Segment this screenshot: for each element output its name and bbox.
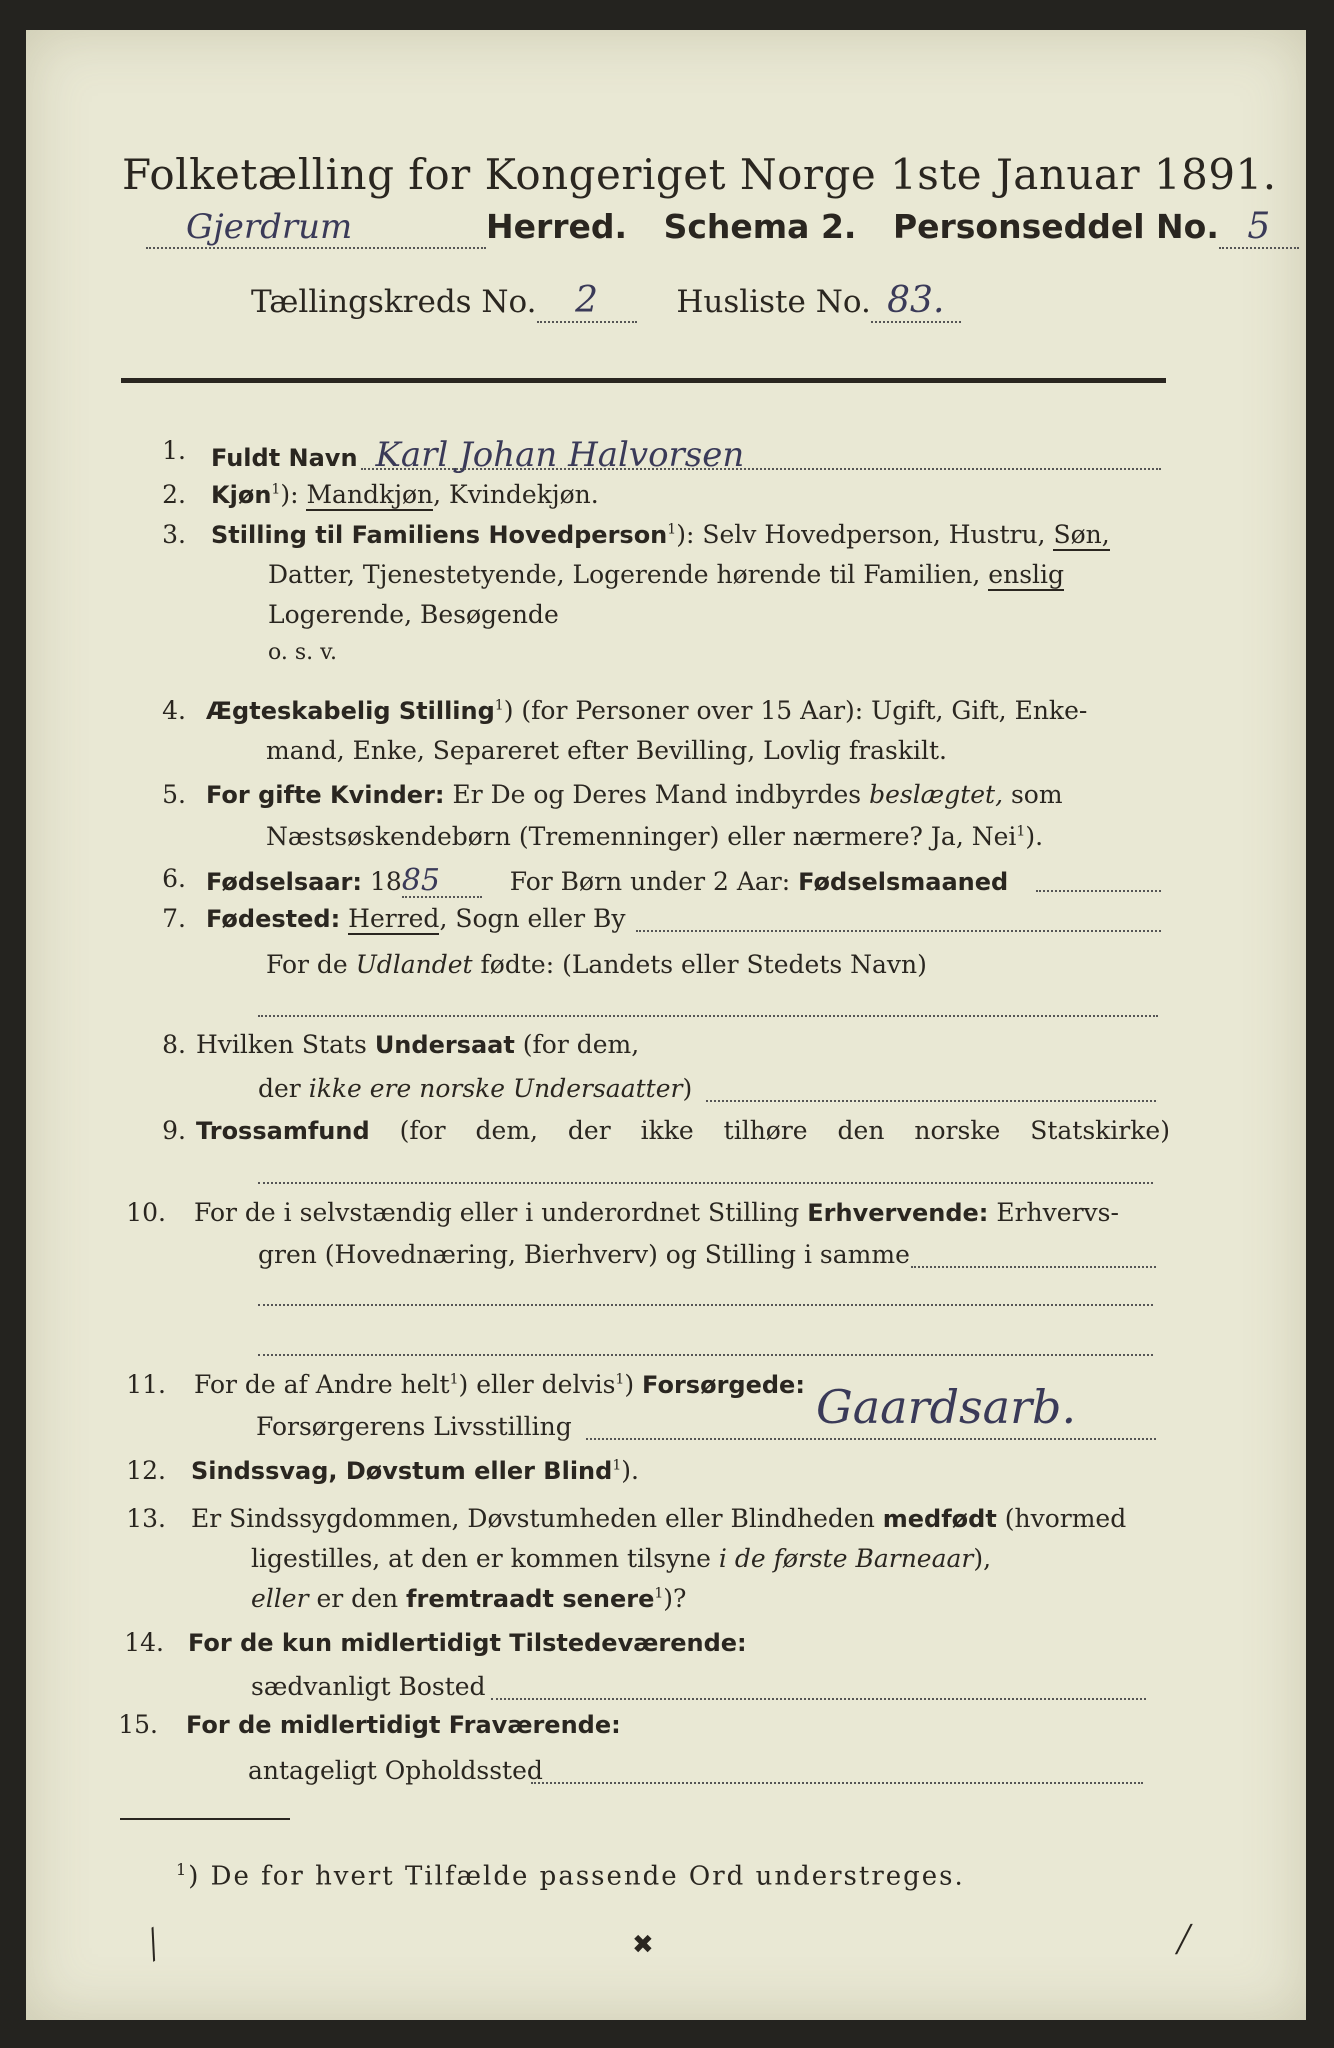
footnote-marker: 1 <box>654 1585 664 1602</box>
field-13-line-3 <box>251 1586 686 1611</box>
footnote-rule <box>120 1818 290 1820</box>
personseddel-label: Personseddel No. <box>892 207 1219 246</box>
field-text: Næstsøskendebørn (Tremenninger) eller nærmere? Ja, Nei <box>266 822 1017 851</box>
footnote-marker: 1 <box>271 481 281 498</box>
field-5-line-1 <box>206 782 1063 807</box>
field-text: ): Selv Hovedperson, Hustru, <box>676 520 1054 549</box>
field-number: 6. <box>162 864 186 893</box>
field-number: 11. <box>126 1370 166 1399</box>
field-text: som <box>1003 780 1063 809</box>
field-number: 3. <box>162 520 186 549</box>
field-2-line <box>211 482 599 507</box>
field-text: Erhvervs- <box>988 1198 1119 1227</box>
paper-mark: ╱ <box>1176 1925 1192 1955</box>
field-text: der <box>258 1074 309 1103</box>
field-text: Er De og Deres Mand indbyrdes <box>444 780 870 809</box>
birth-year-value: 85 <box>402 866 482 898</box>
taellingskreds-label: Tællingskreds No. <box>251 284 537 320</box>
field-13-line-2 <box>251 1546 991 1571</box>
field-number: 2. <box>162 480 186 509</box>
paper-mark: ✖ <box>632 1930 654 1960</box>
schema-label: Schema 2. <box>663 207 857 246</box>
field-text: 18 <box>362 867 402 896</box>
field-10-line-2: gren (Hovednæring, Bierhverv) og Stilling i samme <box>258 1240 910 1269</box>
field-label: Stilling til Familiens Hovedperson <box>211 521 668 549</box>
provider-occupation-value: Gaardsarb. <box>816 1380 1077 1434</box>
field-13-line-1 <box>191 1506 1126 1531</box>
field-label: Forsørgede: <box>642 1371 805 1399</box>
field-number: 4. <box>162 696 186 725</box>
field-number: 5. <box>162 780 186 809</box>
field-3-line-3: Logerende, Besøgende <box>268 600 559 629</box>
field-3-line-4: o. s. v. <box>268 640 337 665</box>
footnote-marker: 1 <box>615 1371 625 1388</box>
field-text: eller <box>251 1584 309 1613</box>
field-label: medfødt <box>882 1505 997 1533</box>
field-10-line-1 <box>194 1200 1119 1225</box>
field-4-line-1 <box>206 698 1087 723</box>
field-10-fill-3 <box>258 1354 1153 1356</box>
field-label: Ægteskabelig Stilling <box>206 697 495 725</box>
field-11-line-1 <box>194 1372 805 1397</box>
field-number: 7. <box>162 904 186 933</box>
field-text: ikke ere norske Undersaatter <box>308 1074 683 1103</box>
field-8-line-1 <box>196 1032 639 1057</box>
field-label: For de midlertidigt Fraværende: <box>186 1711 621 1739</box>
field-text: , Sogn eller By <box>439 904 626 933</box>
field-label: Sindssvag, Døvstum eller Blind <box>191 1457 613 1485</box>
field-7-fill <box>636 930 1161 932</box>
field-text: (for dem, der ikke tilhøre den norske Statskirke) <box>369 1116 1170 1145</box>
field-text: er den <box>308 1584 407 1613</box>
field-10-fill-2 <box>258 1304 1153 1306</box>
field-text: beslægtet, <box>869 780 1004 809</box>
field-8-line-2 <box>258 1076 692 1101</box>
field-8-fill <box>706 1100 1156 1102</box>
field-label: Fødested: <box>206 905 341 933</box>
field-6-line <box>206 863 1009 898</box>
option-kvindekjon: , Kvindekjøn. <box>433 480 599 509</box>
field-14-fill <box>491 1698 1146 1700</box>
field-3-line-1 <box>211 522 1110 547</box>
footnote-marker: 1 <box>1016 823 1026 840</box>
field-number: 8. <box>162 1030 186 1059</box>
field-15-line-2: antageligt Opholdssted <box>248 1756 543 1785</box>
field-text: (for dem, <box>514 1030 640 1059</box>
taellingskreds-value: 2 <box>537 280 637 323</box>
field-label: Fødselsaar: <box>206 868 362 896</box>
field-3-line-2 <box>268 562 1064 587</box>
footnote-marker: 1 <box>494 697 504 714</box>
option-enslig: enslig <box>988 560 1065 589</box>
field-9-fill <box>258 1182 1153 1184</box>
field-text: ) <box>624 1370 643 1399</box>
field-text: ). <box>621 1456 639 1485</box>
field-text: ). <box>1025 822 1044 851</box>
field-text: For de <box>266 950 356 979</box>
field-number: 9. <box>162 1116 186 1145</box>
field-text: Udlandet <box>355 950 473 979</box>
field-14-line-1 <box>188 1630 747 1655</box>
field-label: For de kun midlertidigt Tilstedeværende: <box>188 1629 747 1657</box>
field-text: )? <box>663 1584 687 1613</box>
field-7-line-2 <box>266 952 927 977</box>
field-label: Undersaat <box>374 1031 515 1059</box>
option-herred: Herred <box>348 904 440 933</box>
field-text: ), <box>973 1544 992 1573</box>
field-number: 10. <box>126 1198 166 1227</box>
field-1-fill <box>361 468 1161 470</box>
field-text: ) eller delvis <box>458 1370 616 1399</box>
field-number: 14. <box>124 1628 164 1657</box>
footnote-marker: 1 <box>612 1457 622 1474</box>
field-label: Trossamfund <box>196 1117 370 1145</box>
field-text: (hvormed <box>996 1504 1127 1533</box>
husliste-label: Husliste No. <box>676 284 871 320</box>
field-text: Er Sindssygdommen, Døvstumheden eller Blindheden <box>191 1504 883 1533</box>
footnote-marker: 1 <box>449 1371 459 1388</box>
field-label: fremtraadt senere <box>406 1585 655 1613</box>
husliste-value: 83. <box>871 280 961 323</box>
header-rule <box>121 378 1166 383</box>
field-4-line-2: mand, Enke, Separeret efter Bevilling, Lovlig fraskilt. <box>266 736 947 765</box>
field-11-fill <box>586 1438 1156 1440</box>
field-number: 12. <box>126 1456 166 1485</box>
field-text: Datter, Tjenestetyende, Logerende hørende til Familien, <box>268 560 989 589</box>
field-6-fill <box>1036 890 1161 892</box>
field-text: ligestilles, at den er kommen tilsyne <box>251 1544 719 1573</box>
footnote-marker: 1 <box>176 1860 189 1879</box>
field-label: Fuldt Navn <box>211 444 358 472</box>
footnote <box>176 1860 965 1892</box>
full-name-value: Karl Johan Halvorsen <box>375 435 745 475</box>
field-7-fill-2 <box>258 1015 1158 1017</box>
field-label: For gifte Kvinder: <box>206 781 445 809</box>
footnote-text: ) De for hvert Tilfælde passende Ord understreges. <box>188 1861 965 1892</box>
field-number: 13. <box>126 1504 166 1533</box>
header-line-1 <box>146 206 1271 260</box>
field-label: Erhvervende: <box>807 1199 989 1227</box>
field-text: For Børn under 2 Aar: <box>509 867 799 896</box>
option-mandkjon: Mandkjøn <box>306 480 434 509</box>
field-text: ) (for Personer over 15 Aar): Ugift, Gift, Enke- <box>503 696 1088 725</box>
personseddel-value: 5 <box>1219 206 1299 249</box>
option-son: Søn, <box>1053 520 1110 549</box>
field-text: Forsørgerens Livsstilling <box>256 1412 572 1441</box>
form-title: Folketælling for Kongeriget Norge 1ste Januar 1891. <box>122 150 1277 199</box>
field-12-line <box>191 1458 639 1483</box>
field-text: For de af Andre helt <box>194 1370 450 1399</box>
census-form-page <box>26 30 1306 2020</box>
field-text: i de første Barneaar <box>718 1544 974 1573</box>
field-5-line-2 <box>266 824 1043 849</box>
field-10-fill <box>911 1266 1156 1268</box>
field-14-line-2: sædvanligt Bosted <box>251 1672 486 1701</box>
field-11-line-2 <box>256 1414 572 1439</box>
paper-mark: ╱ <box>139 1928 169 1962</box>
field-15-line-1 <box>186 1712 621 1737</box>
field-text: ): <box>280 480 307 509</box>
field-number: 15. <box>118 1710 158 1739</box>
footnote-marker: 1 <box>667 521 677 538</box>
field-text: ) <box>682 1074 693 1103</box>
field-1-line <box>211 435 745 475</box>
field-text: Hvilken Stats <box>196 1030 375 1059</box>
field-9-line <box>196 1118 1170 1143</box>
field-text: For de i selvstændig eller i underordnet Stilling <box>194 1198 808 1227</box>
field-15-fill <box>531 1782 1143 1784</box>
herred-value: Gjerdrum <box>146 207 486 249</box>
herred-label: Herred. <box>486 207 628 246</box>
field-label: Fødselsmaaned <box>798 868 1009 896</box>
header-line-2 <box>251 280 1306 334</box>
field-7-line-1 <box>206 906 626 931</box>
field-label: Kjøn <box>211 481 272 509</box>
field-number: 1. <box>162 436 186 465</box>
field-text: fødte: (Landets eller Stedets Navn) <box>472 950 927 979</box>
